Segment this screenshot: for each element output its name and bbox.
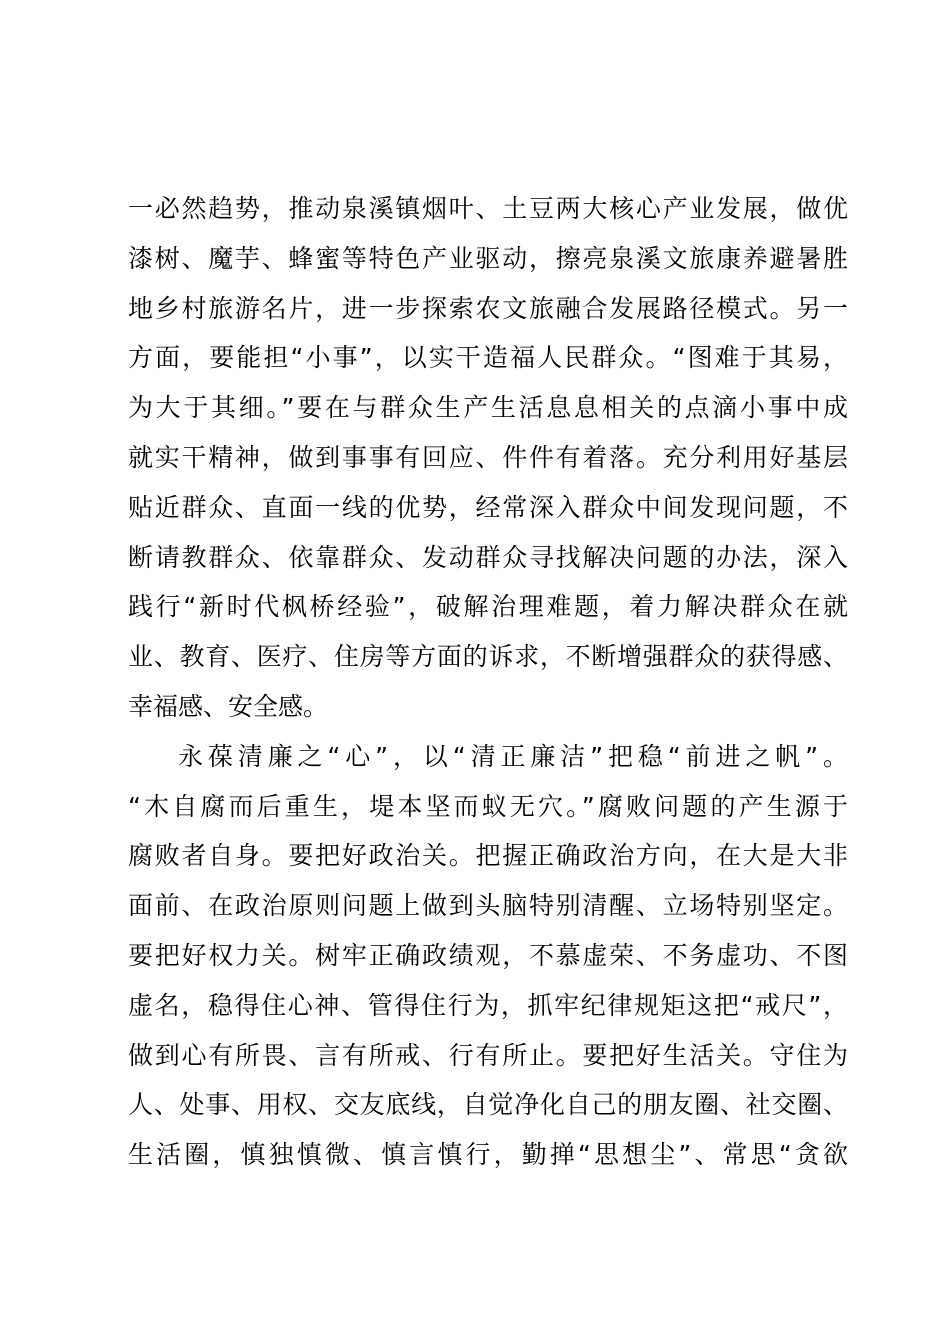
text-line: “木自腐而后重生，堤本坚而蚁无穴。”腐败问题的产生源于 bbox=[128, 791, 848, 821]
text-line: 断请教群众、依靠群众、发动群众寻找解决问题的办法，深入 bbox=[128, 542, 848, 572]
text-line: 一必然趋势，推动泉溪镇烟叶、土豆两大核心产业发展，做优 bbox=[128, 194, 848, 223]
text-line: 方面，要能担“小事”，以实干造福人民群众。“图难于其易， bbox=[128, 343, 848, 373]
text-line: 虚名，稳得住心神、管得住行为，抓牢纪律规矩这把“戒尺”， bbox=[128, 990, 848, 1020]
text-line: 为大于其细。”要在与群众生产生活息息相关的点滴小事中成 bbox=[128, 393, 848, 423]
text-line: 做到心有所畏、言有所戒、行有所止。要把好生活关。守住为 bbox=[128, 1040, 848, 1070]
text-line: 生活圈，慎独慎微、慎言慎行，勤掸“思想尘”、常思“贪欲 bbox=[128, 1140, 848, 1170]
text-line: 人、处事、用权、交友底线，自觉净化自己的朋友圈、社交圈、 bbox=[128, 1090, 848, 1120]
text-line: 践行“新时代枫桥经验”，破解治理难题，着力解决群众在就 bbox=[128, 592, 848, 622]
text-line: 业、教育、医疗、住房等方面的诉求，不断增强群众的获得感、 bbox=[128, 642, 848, 672]
text-line: 面前、在政治原则问题上做到头脑特别清醒、立场特别坚定。 bbox=[128, 891, 848, 921]
body-text bbox=[128, 184, 848, 1180]
text-line: 地乡村旅游名片，进一步探索农文旅融合发展路径模式。另一 bbox=[128, 293, 848, 323]
text-line: 漆树、魔芋、蜂蜜等特色产业驱动，擦亮泉溪文旅康养避暑胜 bbox=[128, 243, 848, 273]
paragraph-first-line: 永葆清廉之“心”，以“清正廉洁”把稳“前进之帆”。 bbox=[178, 741, 848, 771]
text-line: 贴近群众、直面一线的优势，经常深入群众中间发现问题，不 bbox=[128, 492, 848, 522]
text-line: 腐败者自身。要把好政治关。把握正确政治方向，在大是大非 bbox=[128, 841, 848, 871]
text-line: 幸福感、安全感。 bbox=[128, 691, 329, 721]
text-line: 要把好权力关。树牢正确政绩观，不慕虚荣、不务虚功、不图 bbox=[128, 940, 848, 970]
text-line: 就实干精神，做到事事有回应、件件有着落。充分利用好基层 bbox=[128, 442, 848, 472]
